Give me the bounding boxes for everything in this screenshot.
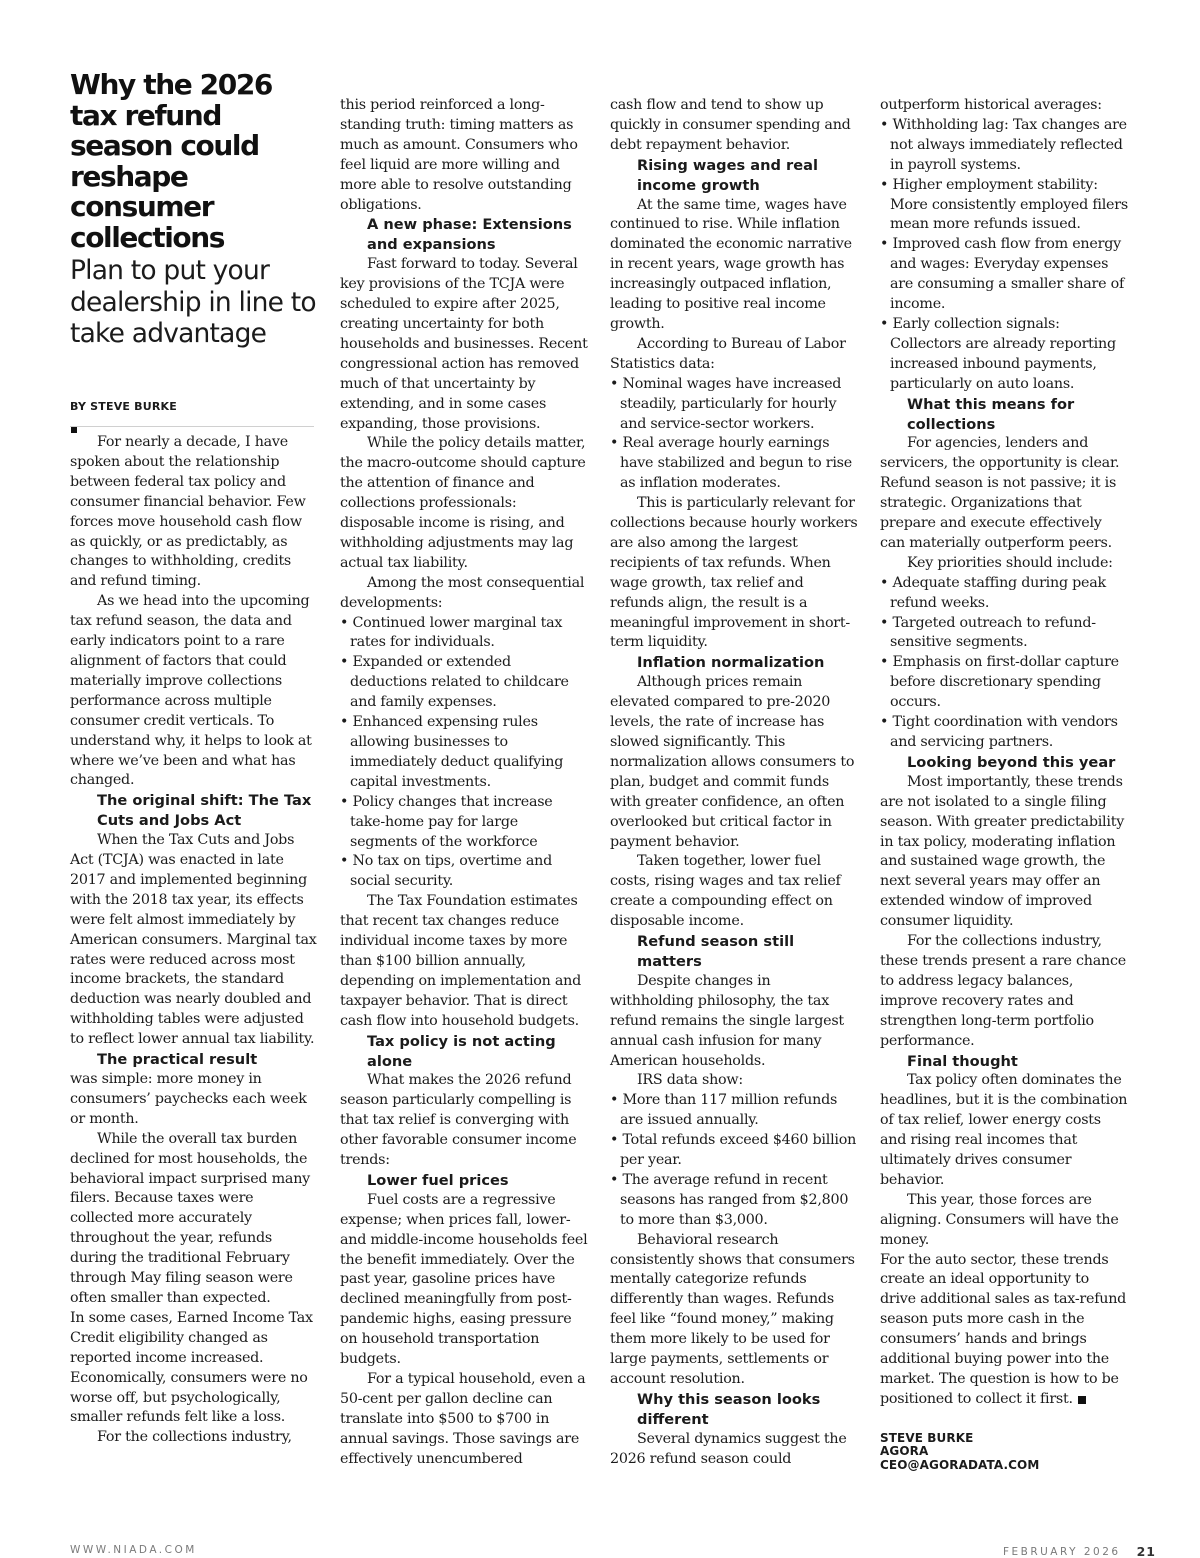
section-heading: Rising wages and real income growth: [637, 156, 818, 194]
paragraph: was simple: more money in consumers’ paychecks each week or month.: [70, 1071, 307, 1127]
list-item: • The average refund in recent seasons has ranged from $2,800 to more than $3,000.: [610, 1171, 858, 1231]
section-heading: Looking beyond this year: [907, 753, 1116, 771]
paragraph: At the same time, wages have continued to rise. While inflation dominated the economic narrative in recent years, wage growth has increasingly outpaced inflation, leading to positive real income growth.: [610, 196, 852, 332]
paragraph: For the collections industry,: [97, 1429, 292, 1446]
list-item: • Nominal wages have increased steadily, particularly for hourly and service-sector workers.: [610, 375, 858, 435]
column-3: [610, 96, 858, 1470]
paragraph: Fuel costs are a regressive expense; when prices fall, lower- and middle-income households feel the benefit immediately. Over the past year, gasoline prices have declined meaningfully from post-pandemic highs, easing pressure on household transportation budgets.: [340, 1191, 588, 1368]
bullet-list: [880, 574, 1128, 753]
list-item: • Improved cash flow from energy and wages: Everyday expenses are consuming a smaller share of income.: [880, 235, 1128, 315]
footer-website: WWW.NIADA.COM: [70, 1544, 197, 1556]
paragraph: Among the most consequential developments:: [340, 574, 585, 611]
paragraph: What makes the 2026 refund season particularly compelling is that tax relief is converging with other favorable consumer income trends:: [340, 1072, 577, 1169]
paragraph: Key priorities should include:: [907, 554, 1113, 571]
paragraph: While the policy details matter, the macro-outcome should capture the attention of finance and collections professionals: disposable income is rising, and withholding adjustments may lag actual tax liability.: [340, 435, 586, 571]
footer-issue-date: FEBRUARY 2026: [1002, 1545, 1121, 1558]
signature-company: AGORA: [880, 1444, 929, 1459]
author-signature: [880, 1432, 1128, 1473]
list-item: • Targeted outreach to refund-sensitive segments.: [880, 614, 1128, 654]
paragraph: For the collections industry, these trends present a rare chance to address legacy balances, improve recovery rates and strengthen long-term portfolio performance.: [880, 933, 1126, 1049]
signature-email: CEO@AGORADATA.COM: [880, 1457, 1040, 1472]
paragraph: For nearly a decade, I have spoken about the relationship between federal tax policy and consumer financial behavior. Few forces move household cash flow as quickly, or as predictably, as changes to withholding, credits and refund timing.: [70, 434, 306, 590]
list-item: • Total refunds exceed $460 billion per year.: [610, 1131, 858, 1171]
paragraph: Taken together, lower fuel costs, rising wages and tax relief create a compounding effect on disposable income.: [610, 853, 841, 930]
list-item: • Policy changes that increase take-home pay for large segments of the workforce: [340, 793, 588, 853]
section-heading: What this means for collections: [907, 395, 1075, 433]
list-item: • Higher employment stability: More consistently employed filers mean more refunds issued.: [880, 176, 1128, 236]
section-heading: The practical result: [97, 1051, 258, 1069]
closing-text: For the auto sector, these trends create an ideal opportunity to drive additional sales as tax-refund season puts more cash in the consumers’ hands and brings additional buying power into the market. The question is how to be positioned to collect it first.: [880, 1251, 1127, 1407]
paragraph: Fast forward to today. Several key provisions of the TCJA were scheduled to expire after 2025, creating uncertainty for both households and businesses. Recent congressional action has removed much of that uncertainty by extending, and in some cases expanding, those provisions.: [340, 256, 588, 432]
section-heading: Lower fuel prices: [367, 1171, 509, 1189]
section-heading: Refund season still matters: [637, 933, 795, 970]
paragraph: Tax policy often dominates the headlines, but it is the combination of tax relief, lower energy costs and rising real incomes that ultimately drives consumer behavior.: [880, 1072, 1128, 1188]
list-item: • Early collection signals: Collectors are already reporting increased inbound payments, particularly on auto loans.: [880, 315, 1128, 395]
list-item: • Continued lower marginal tax rates for individuals.: [340, 614, 588, 654]
paragraph: According to Bureau of Labor Statistics data:: [610, 335, 846, 372]
section-heading: Inflation normalization: [637, 654, 825, 672]
section-heading: Final thought: [907, 1052, 1018, 1070]
page-number: 21: [1136, 1544, 1156, 1558]
bullet-list: [880, 116, 1128, 395]
list-item: • Withholding lag: Tax changes are not always immediately reflected in payroll systems.: [880, 116, 1128, 176]
paragraph: Several dynamics suggest the 2026 refund season could: [610, 1430, 847, 1467]
bullet-list: [610, 1091, 858, 1230]
section-heading: A new phase: Extensions and expansions: [367, 216, 572, 254]
list-item: • Adequate staffing during peak refund weeks.: [880, 574, 1128, 614]
bullet-list: [610, 375, 858, 494]
paragraph: For a typical household, even a 50-cent per gallon decline can translate into $500 to $700 in annual savings. Those savings are effectively unencumbered: [340, 1371, 586, 1467]
list-item: • Emphasis on first-dollar capture before discretionary spending occurs.: [880, 653, 1128, 713]
paragraph: outperform historical averages:: [880, 97, 1102, 113]
paragraph: The Tax Foundation estimates that recent tax changes reduce individual income taxes by more than $100 billion annually, depending on implementation and taxpayer behavior. That is direct cash flow into household budgets.: [340, 893, 582, 1029]
paragraph: When the Tax Cuts and Jobs Act (TCJA) was enacted in late 2017 and implemented beginning with the 2018 tax year, its effects were felt almost immediately by American consumers. Marginal tax rates were reduced across most income brackets, the standard deduction was nearly doubled and withholding tables were adjusted to reflect lower annual tax liability.: [70, 832, 317, 1048]
list-item: • Expanded or extended deductions related to childcare and family expenses.: [340, 653, 588, 713]
paragraph: This is particularly relevant for collections because hourly workers are also among the largest recipients of tax refunds. When wage growth, tax relief and refunds align, the result is a meaningful improvement in short-term liquidity.: [610, 495, 858, 651]
paragraph: While the overall tax burden declined for most households, the behavioral impact surprised many filers. Because taxes were collected more accurately throughout the year, refunds during the traditional February through May filing season were often smaller than expected.: [70, 1130, 310, 1306]
signature-name: STEVE BURKE: [880, 1430, 974, 1445]
section-heading: The original shift: The Tax Cuts and Jobs Act: [97, 792, 312, 830]
paragraph: As we head into the upcoming tax refund season, the data and early indicators point to a rare alignment of factors that could materially improve collections performance across multiple consumer credit verticals. To understand why, it helps to look at where we’ve been and what has changed.: [70, 593, 312, 789]
list-item: • Tight coordination with vendors and servicing partners.: [880, 713, 1128, 753]
article-deck: Plan to put your dealership in line to take advantage: [70, 255, 316, 349]
paragraph: For agencies, lenders and servicers, the opportunity is clear. Refund season is not passive; it is strategic. Organizations that prepare and execute effectively can materially outperform peers.: [880, 435, 1120, 551]
paragraph: cash flow and tend to show up quickly in consumer spending and debt repayment behavior.: [610, 97, 851, 153]
paragraph: Despite changes in withholding philosophy, the tax refund remains the single largest annual cash infusion for many American households.: [610, 972, 844, 1069]
column-2: [340, 96, 588, 1470]
section-heading: Why this season looks different: [637, 1390, 821, 1428]
paragraph: this period reinforced a long-standing truth: timing matters as much as amount. Consumers who feel liquid are more willing and more able to resolve outstanding obligations.: [340, 97, 578, 213]
list-item: • Real average hourly earnings have stabilized and begun to rise as inflation moderates.: [610, 434, 858, 494]
byline: BY STEVE BURKE: [70, 400, 177, 413]
paragraph: In some cases, Earned Income Tax Credit eligibility changed as reported income increased. Economically, consumers were no worse off, but psychologically, smaller refunds felt like a loss.: [70, 1309, 313, 1426]
byline-divider: [70, 426, 314, 427]
bullet-list: [340, 614, 588, 893]
paragraph: This year, those forces are aligning. Consumers will have the money.: [880, 1191, 1119, 1248]
end-of-article-mark: [1078, 1396, 1086, 1404]
list-item: • No tax on tips, overtime and social security.: [340, 852, 588, 892]
paragraph: Most importantly, these trends are not isolated to a single filing season. With greater predictability in tax policy, moderating inflation and sustained wage growth, the next several years may offer an extended window of improved consumer liquidity.: [880, 773, 1125, 930]
footer-issue-info: [1003, 1544, 1156, 1558]
list-item: • More than 117 million refunds are issued annually.: [610, 1091, 858, 1131]
paragraph: IRS data show:: [637, 1072, 743, 1089]
section-heading: Tax policy is not acting alone: [367, 1032, 556, 1070]
list-item: • Enhanced expensing rules allowing businesses to immediately deduct qualifying capital investments.: [340, 713, 588, 793]
paragraph: Although prices remain elevated compared to pre-2020 levels, the rate of increase has slowed significantly. This normalization allows consumers to plan, budget and commit funds with greater confidence, an often overlooked but critical factor in payment behavior.: [610, 674, 855, 850]
closing-paragraph: [880, 1251, 1128, 1410]
article-headline: Why the 2026 tax refund season could reshape consumer collections: [70, 68, 273, 254]
column-4: [880, 96, 1128, 1472]
column-1: [70, 433, 318, 1448]
paragraph: Behavioral research consistently shows that consumers mentally categorize refunds differently than wages. Refunds feel like “found money,” making them more likely to be used for large payments, settlements or account resolution.: [610, 1231, 855, 1387]
